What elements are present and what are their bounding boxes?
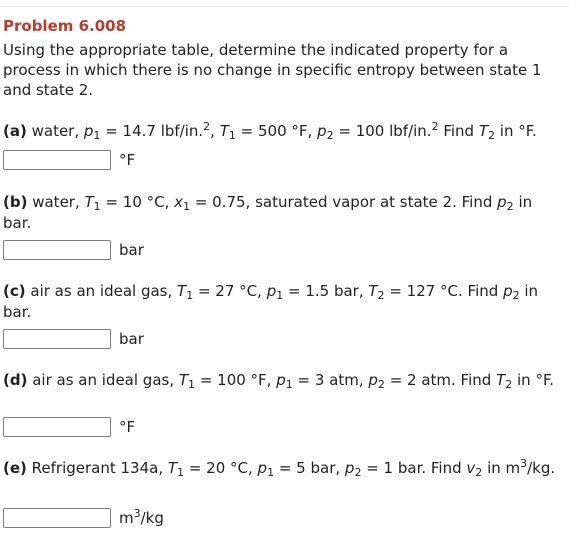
part-c-label: (c)	[3, 282, 26, 300]
part-e-label: (e)	[3, 459, 27, 477]
part-a-unit: °F	[119, 151, 136, 169]
part-a-answer-input[interactable]	[3, 150, 111, 170]
part-e-answer-input[interactable]	[3, 508, 111, 528]
part-a-question: (a) water, $p_1 = 14.7$ lbf/in.$^2$, $T_1 = 500$ °F, $p_2 = 100$ lbf/in.$^2$ Find $T_2$ in °F.	[3, 120, 537, 142]
part-b-unit: bar	[119, 241, 144, 259]
part-b-answer-row	[3, 239, 144, 261]
part-a-label: (a)	[3, 122, 27, 140]
part-b-label: (b)	[3, 193, 28, 211]
part-d-answer-input[interactable]	[3, 417, 111, 437]
part-c-question: (c) air as an ideal gas, $T_1 = 27$ °C, $p_1 = 1.5$ bar, $T_2 = 127$ °C. Find $p_2$ in bar.	[3, 282, 539, 321]
problem-title: Problem 6.008	[3, 17, 127, 35]
part-c-answer-input[interactable]	[3, 329, 111, 349]
part-e-answer-row	[3, 507, 164, 529]
part-d-unit: °F	[119, 418, 136, 436]
part-d-label: (d)	[3, 371, 28, 389]
top-divider	[0, 6, 569, 7]
part-d-answer-row	[3, 416, 135, 438]
part-e-question: (e) Refrigerant 134a, $T_1 = 20$ °C, $p_1 = 5$ bar, $p_2 = 1$ bar. Find $v_2$ in $m^3/kg$.	[3, 457, 556, 479]
part-c-unit: bar	[119, 330, 144, 348]
part-c-answer-row	[3, 328, 144, 350]
problem-intro: Using the appropriate table, determine the indicated property for a process in which there is no change in specific entropy between state 1 and state 2.	[3, 41, 542, 99]
part-a-answer-row	[3, 149, 135, 171]
part-e-unit: $m^3/kg$	[119, 507, 164, 527]
part-b-question: (b) water, $T_1 = 10$ °C, $x_1 = 0.75$, saturated vapor at state 2. Find $p_2$ in bar.	[3, 193, 533, 232]
part-b-answer-input[interactable]	[3, 240, 111, 260]
part-d-question: (d) air as an ideal gas, $T_1 = 100$ °F, $p_1 = 3$ atm, $p_2 = 2$ atm. Find $T_2$ in °F.	[3, 371, 554, 391]
